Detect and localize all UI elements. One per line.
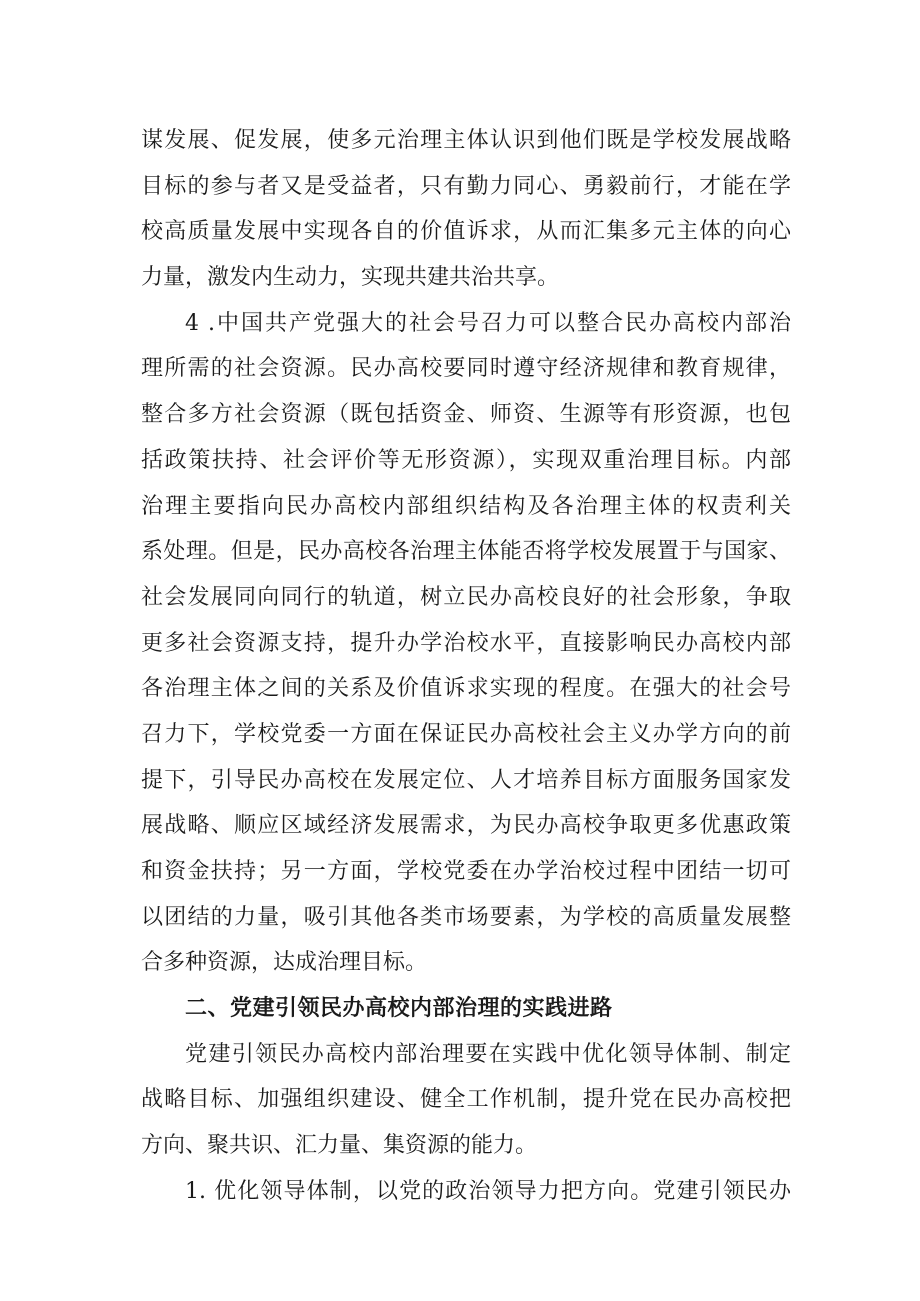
- paragraph-line: 党建引领民办高校内部治理要在实践中优化领导体制、制定: [185, 1041, 791, 1067]
- paragraph-line: 治理主要指向民办高校内部组织结构及各治理主体的权责利关: [141, 493, 791, 519]
- paragraph-line: 1. 优化领导体制，以党的政治领导力把方向。党建引领民办: [185, 1178, 791, 1204]
- paragraph-line: 整合多方社会资源（既包括资金、师资、生源等有形资源，也包: [141, 402, 791, 428]
- paragraph-line: 力量，激发内生动力，实现共建共治共享。: [141, 265, 560, 291]
- paragraph-line: 系处理。但是，民办高校各治理主体能否将学校发展置于与国家、: [141, 539, 791, 565]
- paragraph-line: 校高质量发展中实现各自的价值诉求，从而汇集多元主体的向心: [141, 219, 791, 245]
- body-text: [141, 118, 791, 1215]
- paragraph-line: 方向、聚共识、汇力量、集资源的能力。: [141, 1133, 538, 1159]
- paragraph-line: 目标的参与者又是受益者，只有勤力同心、勇毅前行，才能在学: [141, 173, 791, 199]
- paragraph-line: 更多社会资源支持，提升办学治校水平，直接影响民办高校内部: [141, 630, 791, 656]
- paragraph-line: 各治理主体之间的关系及价值诉求实现的程度。在强大的社会号: [141, 676, 791, 702]
- paragraph-line: 以团结的力量，吸引其他各类市场要素，为学校的高质量发展整: [141, 904, 791, 930]
- paragraph-line: 和资金扶持；另一方面，学校党委在办学治校过程中团结一切可: [141, 859, 791, 884]
- paragraph-line: 提下，引导民办高校在发展定位、人才培养目标方面服务国家发: [141, 767, 791, 793]
- paragraph-line: 展战略、顺应区域经济发展需求，为民办高校争取更多优惠政策: [141, 813, 791, 839]
- section-heading: 二、党建引领民办高校内部治理的实践进路: [185, 996, 613, 1022]
- paragraph-line: 理所需的社会资源。民办高校要同时遵守经济规律和教育规律，: [141, 356, 791, 382]
- paragraph-line: 括政策扶持、社会评价等无形资源），实现双重治理目标。内部: [141, 447, 791, 473]
- paragraph-line: 合多种资源，达成治理目标。: [141, 950, 428, 976]
- paragraph-line: 4 .中国共产党强大的社会号召力可以整合民办高校内部治: [185, 310, 791, 336]
- paragraph-line: 战略目标、加强组织建设、健全工作机制，提升党在民办高校把: [141, 1087, 791, 1113]
- paragraph-line: 社会发展同向同行的轨道，树立民办高校良好的社会形象，争取: [141, 584, 791, 610]
- paragraph-line: 召力下，学校党委一方面在保证民办高校社会主义办学方向的前: [141, 721, 791, 747]
- paragraph-line: 谋发展、促发展，使多元治理主体认识到他们既是学校发展战略: [141, 128, 791, 153]
